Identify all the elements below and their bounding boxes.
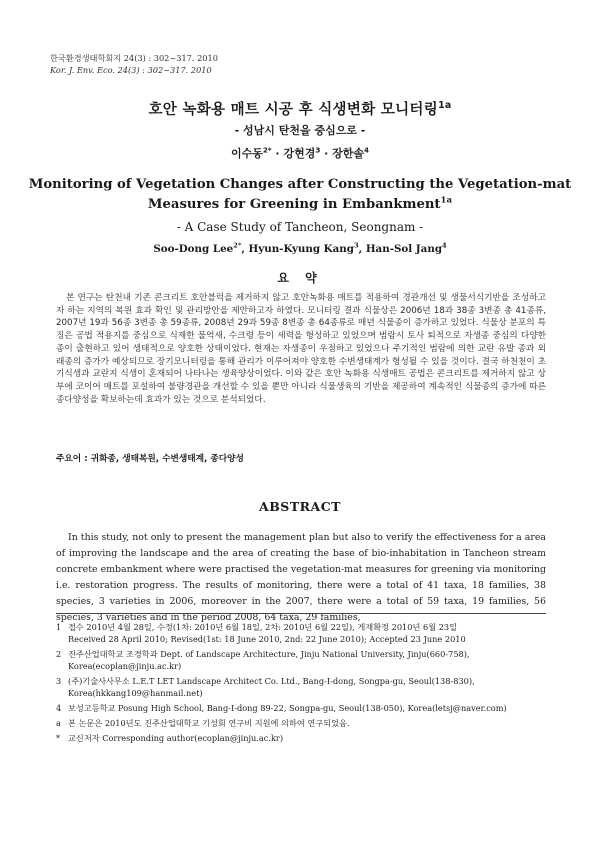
footnote-text: 교신저자 Corresponding author(ecoplan@jinju.ac.kr) xyxy=(68,733,284,743)
english-author-affil: 3 xyxy=(354,241,359,250)
english-title-line-2 xyxy=(0,197,600,212)
korean-title-text: 호안 녹화용 매트 시공 후 식생변화 모니터링 xyxy=(148,102,439,118)
footnote-mark: a xyxy=(56,718,61,728)
journal-citation-korean: 한국환경생태학회지 24(3) : 302~317. 2010 xyxy=(50,53,218,63)
korean-abstract xyxy=(56,292,546,406)
english-subtitle: - A Case Study of Tancheon, Seongnam - xyxy=(176,220,424,234)
author-separator: , xyxy=(241,243,249,255)
korean-author-affil: 2* xyxy=(262,145,272,155)
author-separator: · xyxy=(320,147,333,160)
footnote-mark: 2 xyxy=(56,649,62,659)
footnote-text: Received 28 April 2010; Revised(1st: 18 June 2010, 2nd: 22 June 2010); Accepted 23 June 2010 xyxy=(68,634,466,644)
footnote-text: 진주산업대학교 조경학과 Dept. of Landscape Architecture, Jinju National University, Jinju(660-758), Korea(ecoplan@jinju.ac.kr) xyxy=(68,649,470,671)
korean-authors xyxy=(0,145,600,161)
footnote-text: 본 논문은 2010년도 진주산업대학교 기성회 연구비 지원에 의하여 연구되었음. xyxy=(68,718,350,728)
abstract-heading: ABSTRACT xyxy=(259,499,341,514)
journal-citation-english: Kor. J. Env. Eco. 24(3) : 302~317. 2010 xyxy=(50,65,212,75)
footnote-funding xyxy=(56,717,546,729)
journal-citation xyxy=(50,52,218,76)
english-author-affil: 2* xyxy=(233,241,242,250)
korean-title-footnote-mark: 1a xyxy=(438,100,452,112)
korean-author-affil: 3 xyxy=(315,145,321,155)
english-authors xyxy=(0,243,600,255)
footnote-mark: 3 xyxy=(56,676,62,686)
author-separator: , xyxy=(358,243,366,255)
korean-keywords: 주요어 : 귀화종, 생태복원, 수변생태계, 종다양성 xyxy=(56,454,244,464)
english-author-affil: 4 xyxy=(442,241,447,250)
footnote-affiliation-3 xyxy=(56,675,546,699)
korean-author-name: 장한솔 xyxy=(332,147,365,160)
footnote-mark: 4 xyxy=(56,703,62,713)
english-abstract-paragraph: In this study, not only to present the management plan but also to verify the effectiveness for a area of improving the landscape and the area of creating the base of bio-inhabitation in Tancheon stream concrete embankment where were practised the vegetation-mat measures for greening via monitoring i.e. restoration progress. The results of monitoring, there were a total of 41 taxa, 18 families, 38 species, 3 varieties in 2006, moreover in the 2007, there were a total of 59 taxa, 19 families, 56 species, 3 varieties and in the period 2008, 64 taxa, 29 families, xyxy=(56,532,546,623)
english-title-line-1: Monitoring of Vegetation Changes after Constructing the Vegetation-mat xyxy=(28,177,572,192)
footnote-affiliation-4 xyxy=(56,702,546,714)
korean-title xyxy=(0,98,600,119)
footnote-mark: * xyxy=(56,733,61,743)
footnote-corresponding-author xyxy=(56,732,546,744)
footnote-mark: 1 xyxy=(56,622,62,632)
korean-author-affil: 4 xyxy=(364,145,369,155)
korean-author-name: 강현경 xyxy=(283,147,316,160)
korean-abstract-paragraph: 본 연구는 탄천내 기존 콘크리트 호안블럭을 제거하지 않고 호안녹화용 매트를 적용하여 경관개선 및 생물서식기반을 조성하고자 하는 지역의 복원 효과 확인 및 관리방안을 제안하고자 하였다. 모니터링 결과 식물상은 2006년 18과 38종 3변종 총 41종류, 2007년 19과 56종 3변종 총 59종류, 2008년 29과 59종 8변종 총 64종류로 매년 식물종이 증가하고 있었다. 식물상 분포의 특징은 공법 적용지를 중심으로 식재한 물억새, 수크령 등이 세력을 형성하고 있었으며 범람시 토사 퇴적으로 자생종 중심의 다양한 종이 출현하고 있어 생태적으로 양호한 상태이었다. 현재는 자생종이 우점하고 있었으나 주기적인 범람에 의한 교란 유발 종과 외래종의 증가가 예상되므로 장기모니터링을 통해 관리가 이루어져야 양호한 수변생태계가 형성될 수 있을 것이다. 결국 하천천이 초기식생과 교란지 식생이 혼재되어 나타나는 생육양상이었다. 이와 같은 호안 녹화용 식생매트 공법은 콘크리트를 제거하지 않고 상부에 코이어 매트를 포설하여 불량경관을 개선할 수 있을 뿐만 아니라 식물생육의 기반을 제공하여 계속적인 식물종의 증가에 따른 종다양성을 확보하는데 효과가 있는 것으로 분석되었다. xyxy=(56,293,546,405)
english-author-name: Hyun-Kyung Kang xyxy=(248,243,354,255)
korean-abstract-heading: 요 약 xyxy=(277,271,323,285)
footnote-text: (주)기술사사무소 L.E.T LET Landscape Architect Co. Ltd., Bang-I-dong, Songpa-gu, Seoul(138-830), Korea(hkkang109@hanmail.net) xyxy=(68,676,475,698)
footnote-received xyxy=(56,621,546,645)
footnotes xyxy=(56,621,546,747)
english-abstract xyxy=(56,530,546,626)
footnote-affiliation-2 xyxy=(56,648,546,672)
footnote-text: 접수 2010년 4월 28일, 수정(1차: 2010년 6월 18일, 2차: 2010년 6월 22일), 게재확정 2010년 6월 23일 xyxy=(68,622,458,632)
footnote-text: 보성고등학교 Posung High School, Bang-I-dong 89-22, Songpa-gu, Seoul(138-050), Korea(letsj@naver.com) xyxy=(68,703,507,713)
english-author-name: Soo-Dong Lee xyxy=(153,243,234,255)
korean-author-name: 이수동 xyxy=(231,147,263,160)
english-author-name: Han-Sol Jang xyxy=(365,243,443,255)
author-separator: · xyxy=(271,147,284,160)
english-title-line-2-text: Measures for Greening in Embankment xyxy=(147,197,441,212)
english-title-footnote-mark: 1a xyxy=(440,195,453,206)
korean-subtitle: - 성남시 탄천을 중심으로 - xyxy=(234,124,366,137)
footnote-divider xyxy=(56,613,546,614)
